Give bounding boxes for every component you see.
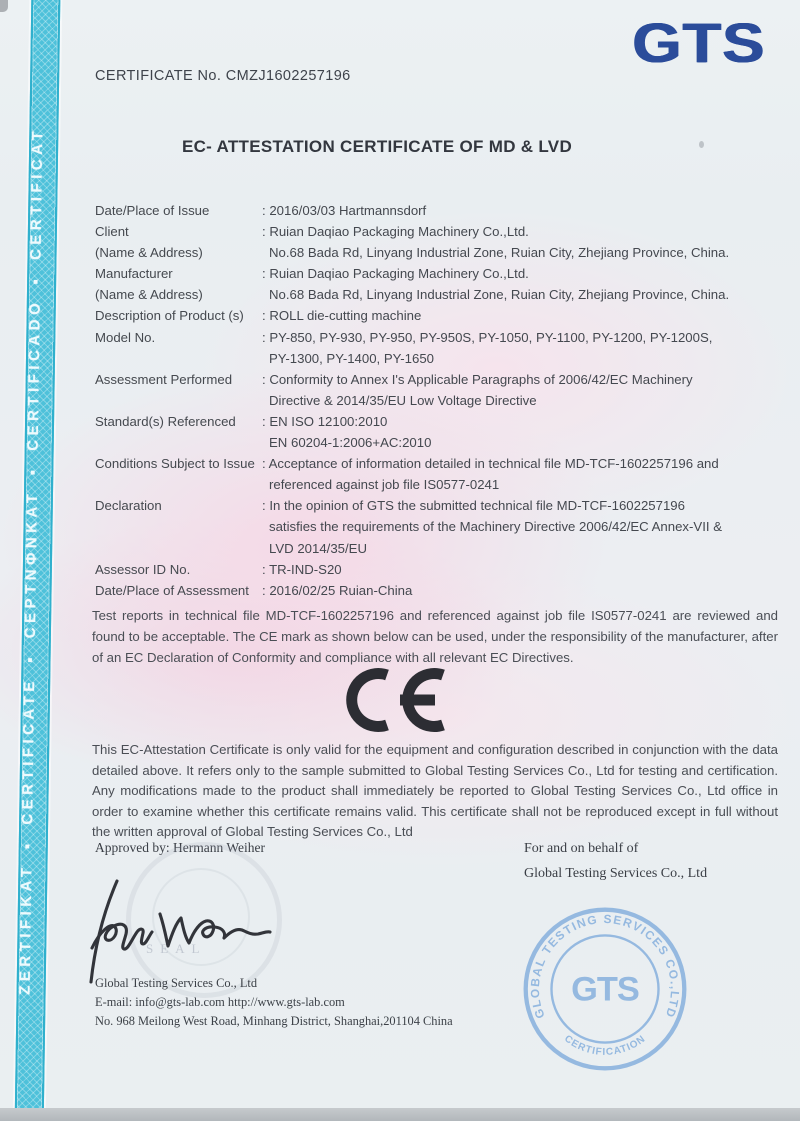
field-value: : Acceptance of information detailed in technical file MD-TCF-1602257196 and	[262, 456, 719, 472]
field-value: : Ruian Daqiao Packaging Machinery Co.,Ltd.	[262, 266, 529, 282]
field-label: Date/Place of Assessment	[95, 582, 249, 598]
security-band-text: ZERTIFIKAT ▪ CERTIFICATE ▪ CEPTNΦNKAT ▪ CERTIFICADO ▪ CERTIFICAT	[16, 126, 47, 995]
field-value: : 2016/02/25 Ruian-China	[262, 582, 413, 598]
embossed-seal-text: SEAL	[146, 941, 207, 956]
field-value: Directive & 2014/35/EU Low Voltage Directive	[269, 392, 537, 408]
field-row	[95, 284, 778, 305]
certificate-fields	[95, 200, 778, 601]
gts-logo: GTS	[632, 12, 766, 75]
field-row	[95, 348, 778, 369]
stamp-ring-text: GLOBAL TESTING SERVICES CO.,LTD	[527, 911, 682, 1021]
field-label	[95, 432, 262, 453]
on-behalf-block	[524, 836, 707, 886]
field-value: No.68 Bada Rd, Linyang Industrial Zone, Ruian City, Zhejiang Province, China.	[269, 287, 730, 303]
field-value: : Conformity to Annex I's Applicable Paragraphs of 2006/42/EC Machinery	[262, 371, 693, 387]
company-stamp-icon	[519, 903, 691, 1080]
field-row	[95, 221, 778, 242]
field-label: (Name & Address)	[95, 245, 203, 261]
field-row	[95, 242, 778, 263]
field-value: : Ruian Daqiao Packaging Machinery Co.,Ltd.	[262, 224, 529, 240]
approved-by-line: Approved by: Hermann Weiher	[95, 840, 265, 855]
field-label: Conditions Subject to Issue	[95, 456, 255, 472]
field-label: Client	[95, 224, 129, 240]
field-row	[95, 474, 778, 495]
field-value: satisfies the requirements of the Machinery Directive 2006/42/EC Annex-VII &	[269, 519, 722, 535]
field-row	[95, 538, 778, 559]
field-row	[95, 411, 778, 432]
field-row	[95, 200, 778, 221]
stamp-center-logo: GTS	[571, 970, 639, 1009]
field-label	[95, 538, 262, 559]
field-label: Declaration	[95, 498, 162, 514]
field-label: Description of Product (s)	[95, 308, 244, 324]
field-row	[95, 580, 778, 601]
field-value: : In the opinion of GTS the submitted technical file MD-TCF-1602257196	[262, 498, 685, 514]
field-value: No.68 Bada Rd, Linyang Industrial Zone, Ruian City, Zhejiang Province, China.	[269, 245, 730, 261]
field-value: : EN ISO 12100:2010	[262, 413, 388, 429]
stamp-bottom-text: CERTIFICATION	[562, 1033, 648, 1058]
field-value: : TR-IND-S20	[262, 561, 342, 577]
field-value: : PY-850, PY-930, PY-950, PY-950S, PY-1050, PY-1100, PY-1200, PY-1200S,	[262, 329, 713, 345]
field-row	[95, 559, 778, 580]
field-row	[95, 327, 778, 348]
validity-paragraph: This EC-Attestation Certificate is only valid for the equipment and configuration described in conjunction with the data detailed above. It refers only to the sample submitted to Global Testing Services Co., Ltd for testing and certification. Any modifications made to the product shall immediately be reported to Global Testing Services Co., Ltd office in order to examine whether this certificate remains valid. This certificate shall not be reproduced except in full without the written approval of Global Testing Services Co., Ltd	[92, 742, 778, 840]
field-row	[95, 390, 778, 411]
certificate-number: CERTIFICATE No. CMZJ1602257196	[95, 68, 351, 84]
behalf-line1: For and on behalf of	[524, 841, 639, 856]
field-value: LVD 2014/35/EU	[269, 540, 367, 556]
field-label	[95, 348, 262, 369]
field-row	[95, 516, 778, 537]
field-row	[95, 432, 778, 453]
field-value: PY-1300, PY-1400, PY-1650	[269, 350, 434, 366]
field-value: : 2016/03/03 Hartmannsdorf	[262, 203, 427, 218]
field-row	[95, 453, 778, 474]
field-label	[95, 390, 262, 411]
test-reports-paragraph: Test reports in technical file MD-TCF-1602257196 and referenced against job file IS0577-0241 are reviewed and found to be acceptable. The CE mark as shown below can be used, under the responsibility of the manufacturer, after of an EC Declaration of Conformity and compliance with all relevant EC Directives.	[92, 608, 778, 665]
footer-company: Global Testing Services Co., Ltd	[95, 976, 258, 990]
scan-bottom-edge	[0, 1108, 800, 1121]
field-row	[95, 263, 778, 284]
field-label	[95, 516, 262, 537]
field-label: Assessment Performed	[95, 371, 233, 387]
field-label: Model No.	[95, 329, 156, 345]
field-label: Manufacturer	[95, 266, 173, 282]
page-title: EC- ATTESTATION CERTIFICATE OF MD & LVD	[181, 137, 573, 156]
footer-contact-block	[95, 974, 453, 1030]
field-row	[95, 495, 778, 516]
scan-corner-artifact	[0, 0, 8, 12]
field-label: Date/Place of Issue	[95, 203, 210, 218]
field-label: Assessor ID No.	[95, 561, 191, 577]
security-band	[15, 0, 61, 1121]
field-label: (Name & Address)	[95, 287, 203, 303]
behalf-line2: Global Testing Services Co., Ltd	[524, 866, 708, 881]
ce-mark-icon	[340, 663, 458, 742]
footer-address: No. 968 Meilong West Road, Minhang District, Shanghai,201104 China	[95, 1013, 453, 1028]
svg-text:CERTIFICATION	[562, 1033, 648, 1058]
field-row	[95, 369, 778, 390]
field-label: Standard(s) Referenced	[95, 413, 236, 429]
footer-contact: E-mail: info@gts-lab.com http://www.gts-lab.com	[95, 994, 345, 1009]
field-value: EN 60204-1:2006+AC:2010	[269, 435, 432, 451]
field-value: referenced against job file IS0577-0241	[269, 477, 500, 493]
field-value: : ROLL die-cutting machine	[262, 308, 422, 324]
field-label	[95, 474, 262, 495]
field-row	[95, 305, 778, 326]
